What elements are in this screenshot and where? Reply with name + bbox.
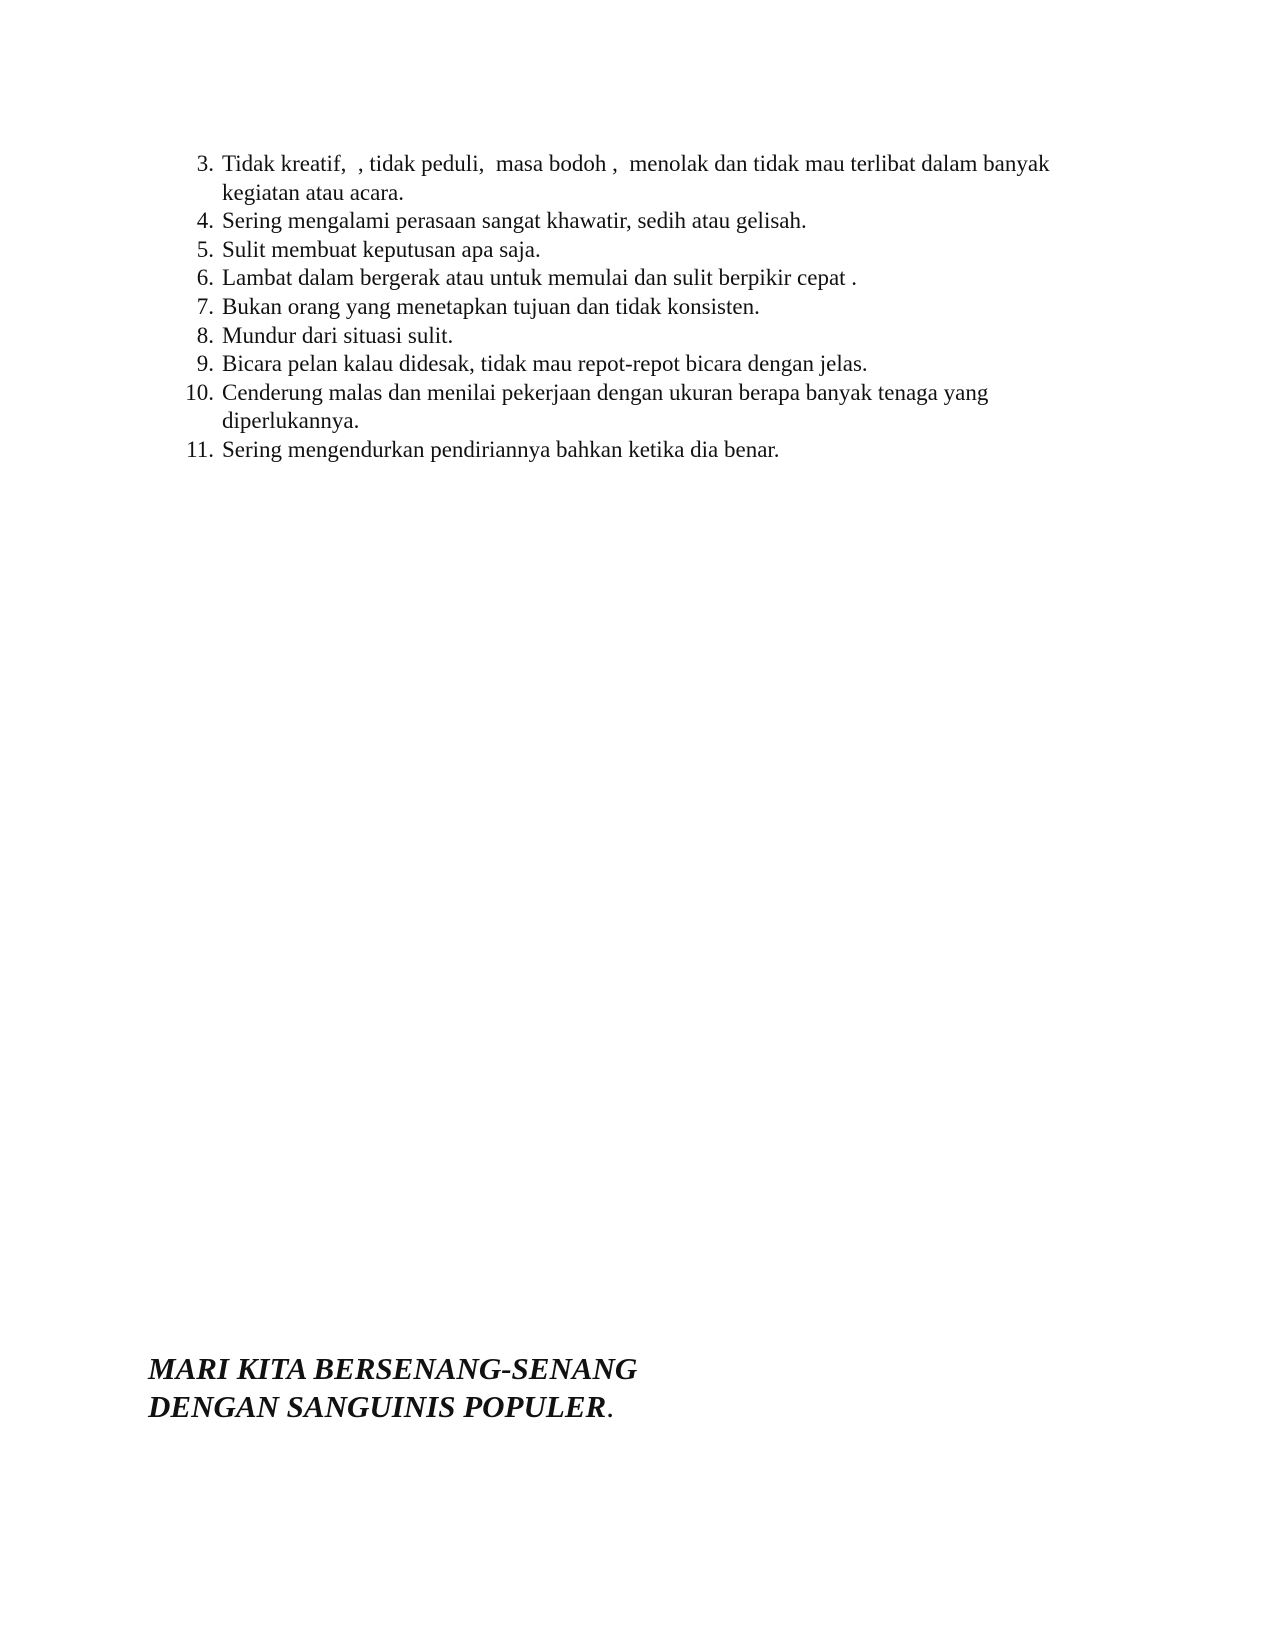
list-item-number: 8. (196, 322, 214, 348)
closing-heading-line-2 (148, 1388, 1048, 1426)
list-item-number: 6. (196, 265, 214, 291)
closing-heading-period: . (606, 1389, 614, 1424)
list-item-text: Cenderung malas dan menilai pekerjaan dengan ukuran berapa banyak tenaga yang diperlukannya. (222, 379, 995, 434)
trait-list (150, 150, 1130, 465)
closing-heading-line-1: MARI KITA BERSENANG-SENANG (148, 1351, 638, 1386)
list-item-text: Tidak kreatif, , tidak peduli, masa bodoh , menolak dan tidak mau terlibat dalam banyak kegiatan atau acara. (222, 151, 1056, 205)
list-item-text: Mundur dari situasi sulit. (222, 322, 454, 348)
list-item (150, 207, 1130, 236)
list-item-number: 5. (196, 236, 214, 262)
list-item (150, 436, 1130, 465)
list-item-text: Sering mengendurkan pendiriannya bahkan ketika dia benar. (222, 436, 780, 462)
list-item-text: Lambat dalam bergerak atau untuk memulai dan sulit berpikir cepat . (222, 265, 858, 291)
closing-heading (148, 1350, 1048, 1426)
closing-heading-line-2-text: DENGAN SANGUINIS POPULER (148, 1389, 607, 1424)
list-item-text: Sering mengalami perasaan sangat khawatir, sedih atau gelisah. (222, 208, 807, 234)
list-item (150, 150, 1130, 207)
list-item (150, 379, 1130, 436)
list-item (150, 236, 1130, 265)
list-item (150, 293, 1130, 322)
list-item-number: 9. (196, 351, 214, 377)
list-item (150, 350, 1130, 379)
list-item-number: 10. (185, 379, 214, 405)
list-item (150, 322, 1130, 351)
list-item-number: 3. (196, 151, 214, 176)
list-item-number: 7. (196, 293, 214, 319)
list-item-text: Bicara pelan kalau didesak, tidak mau repot-repot bicara dengan jelas. (222, 351, 868, 377)
list-item-text: Sulit membuat keputusan apa saja. (222, 236, 541, 262)
list-item-text: Bukan orang yang menetapkan tujuan dan tidak konsisten. (222, 293, 760, 319)
list-item (150, 264, 1130, 293)
list-item-number: 11. (186, 436, 214, 462)
list-item-number: 4. (196, 208, 214, 234)
